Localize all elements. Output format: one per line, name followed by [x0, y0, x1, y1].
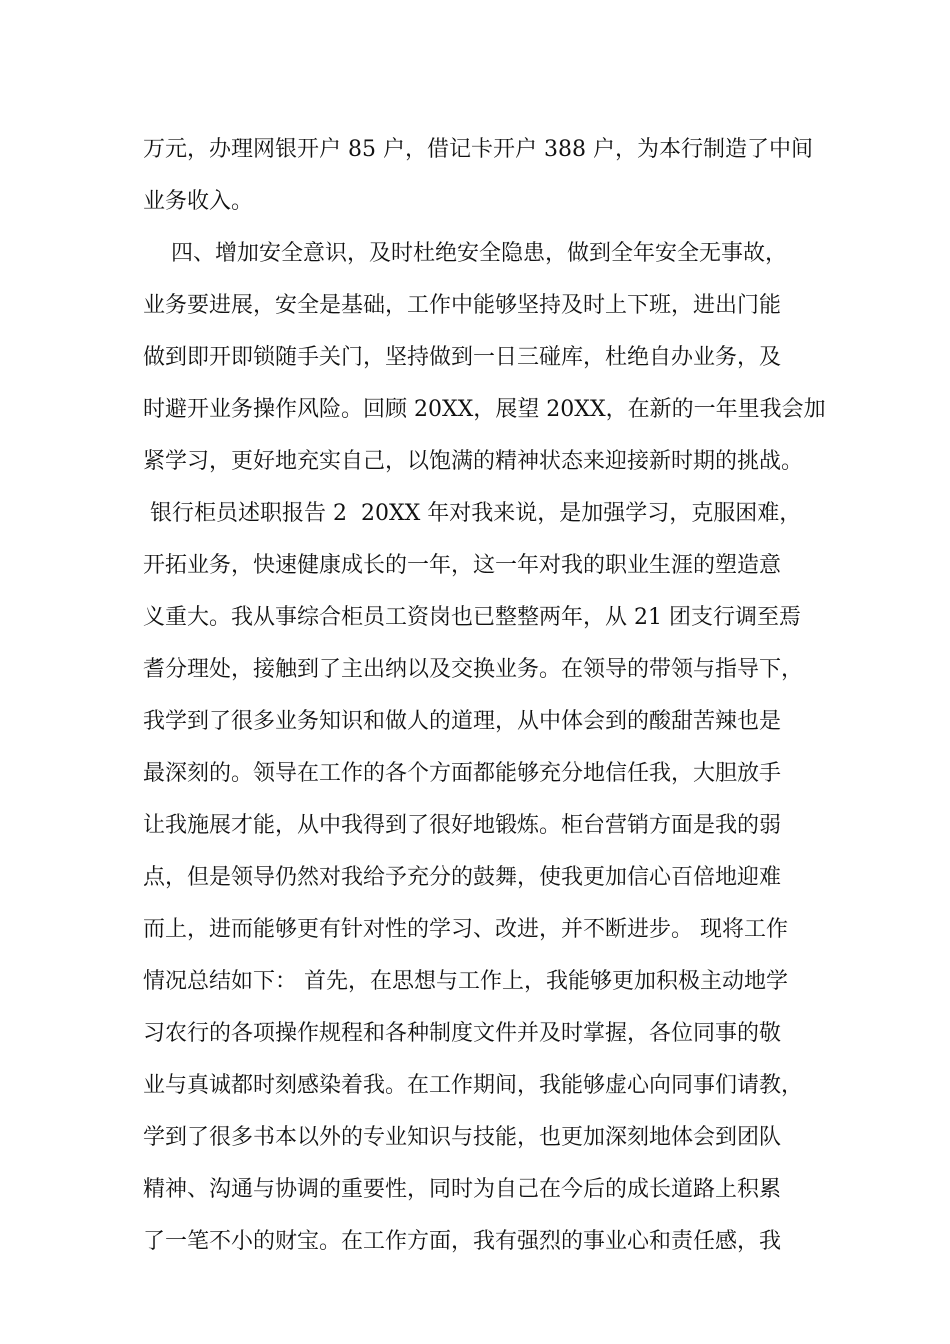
- text-line: 银行柜员述职报告 2 20XX 年对我来说，是加强学习，克服困难，: [143, 501, 802, 526]
- text-line: 而上，进而能够更有针对性的学习、改进，并不断进步。 现将工作: [143, 917, 788, 942]
- text-line: 开拓业务，快速健康成长的一年，这一年对我的职业生涯的塑造意: [143, 553, 782, 578]
- text-line: 义重大。我从事综合柜员工资岗也已整整两年，从 21 团支行调至焉: [143, 605, 801, 630]
- text-line: 了一笔不小的财宝。在工作方面，我有强烈的事业心和责任感，我: [143, 1229, 782, 1254]
- text-line: 点，但是领导仍然对我给予充分的鼓舞，使我更加信心百倍地迎难: [143, 865, 782, 890]
- text-line: 我学到了很多业务知识和做人的道理，从中体会到的酸甜苦辣也是: [143, 709, 782, 734]
- text-line: 做到即开即锁随手关门，坚持做到一日三碰库，杜绝自办业务，及: [143, 345, 782, 370]
- text-line: 业与真诚都时刻感染着我。在工作期间，我能够虚心向同事们请教，: [143, 1073, 804, 1098]
- body-text: [143, 124, 843, 1268]
- text-line: 紧学习，更好地充实自己，以饱满的精神状态来迎接新时期的挑战。: [143, 449, 804, 474]
- text-line: 习农行的各项操作规程和各种制度文件并及时掌握，各位同事的敬: [143, 1021, 782, 1046]
- text-line: 耆分理处，接触到了主出纳以及交换业务。在领导的带领与指导下，: [143, 657, 804, 682]
- text-line: 四、增加安全意识，及时杜绝安全隐患，做到全年安全无事故，: [143, 241, 787, 266]
- text-line: 时避开业务操作风险。回顾 20XX，展望 20XX，在新的一年里我会加: [143, 397, 826, 422]
- text-line: 万元，办理网银开户 85 户，借记卡开户 388 户，为本行制造了中间: [143, 137, 813, 162]
- text-line: 业务收入。: [143, 189, 254, 214]
- text-line: 业务要进展，安全是基础，工作中能够坚持及时上下班，进出门能: [143, 293, 782, 318]
- text-line: 最深刻的。领导在工作的各个方面都能够充分地信任我，大胆放手: [143, 761, 782, 786]
- text-line: 情况总结如下： 首先，在思想与工作上，我能够更加积极主动地学: [143, 969, 788, 994]
- text-line: 精神、沟通与协调的重要性，同时为自己在今后的成长道路上积累: [143, 1177, 782, 1202]
- text-line: 学到了很多书本以外的专业知识与技能，也更加深刻地体会到团队: [143, 1125, 782, 1150]
- text-line: 让我施展才能，从中我得到了很好地锻炼。柜台营销方面是我的弱: [143, 813, 782, 838]
